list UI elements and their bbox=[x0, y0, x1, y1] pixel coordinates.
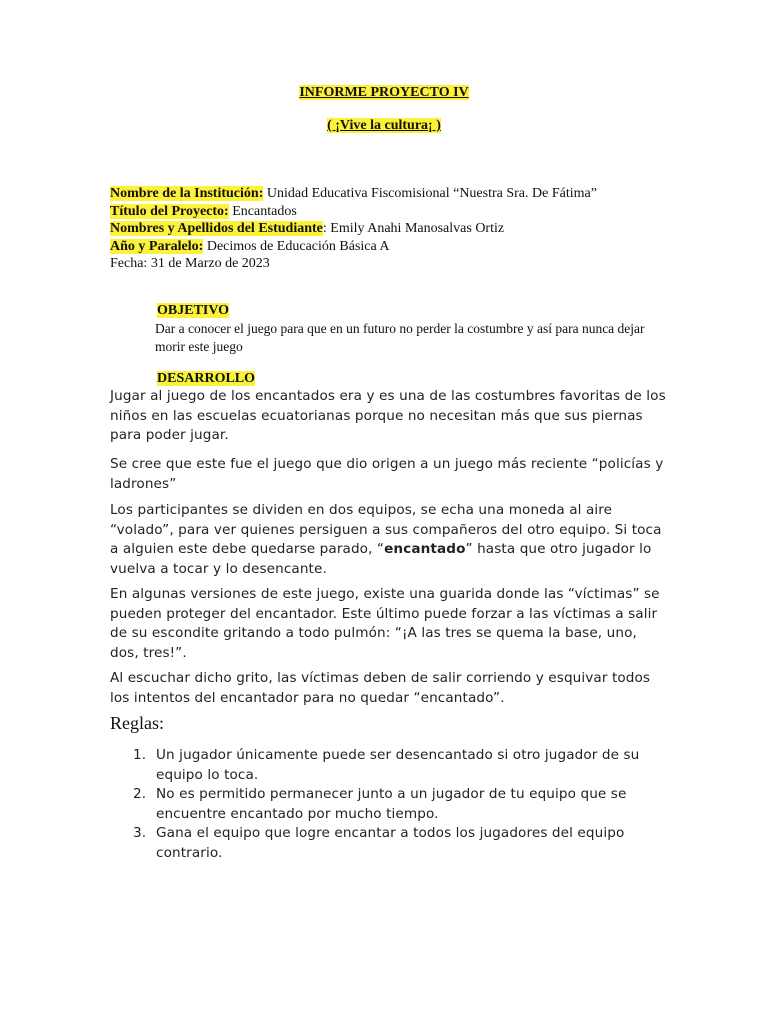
year-value: Decimos de Educación Básica A bbox=[206, 238, 390, 254]
paragraph-4: En algunas versiones de este juego, existe una guarida donde las “víctimas” se pueden proteger del encantador. Este último puede forzar a las víctimas a salir de su escondite gritando a todo pulmón: “¡A las tres se quema la base, uno, dos, tres!”. bbox=[110, 586, 660, 661]
institution-row bbox=[110, 185, 630, 203]
objective-heading-text: OBJETIVO bbox=[157, 303, 230, 318]
paragraph-2: Se cree que este fue el juego que dio origen a un juego más reciente “policías y ladrones” bbox=[110, 456, 664, 492]
paragraph-3-bold: encantado bbox=[384, 541, 466, 557]
rule-text: Un jugador únicamente puede ser desencantado si otro jugador de su equipo lo toca. bbox=[156, 747, 640, 783]
rule-number: 3. bbox=[133, 825, 147, 841]
rule-item bbox=[133, 746, 673, 785]
paragraph-3-start: Los participantes se dividen en dos equipos, se echa una moneda al aire “volado”, para ver quienes persiguen a sus compañeros del otro equipo. Si toca a alguien este debe quedarse parado, “ bbox=[110, 502, 662, 557]
institution-label: Nombre de la Institución: bbox=[110, 186, 264, 201]
rule-text: No es permitido permanecer junto a un jugador de tu equipo que se encuentre encantado por mucho tiempo. bbox=[156, 786, 627, 822]
info-block bbox=[110, 185, 630, 273]
paragraph-1: Jugar al juego de los encantados era y es una de las costumbres favoritas de los niños en las escuelas ecuatorianas porque no necesitan más que sus piernas para poder jugar. bbox=[110, 388, 666, 443]
paragraph-3 bbox=[110, 501, 670, 579]
student-label: Nombres y Apellidos del Estudiante bbox=[110, 221, 323, 236]
year-label: Año y Paralelo: bbox=[110, 238, 204, 254]
rule-text: Gana el equipo que logre encantar a todos los jugadores del equipo contrario. bbox=[156, 825, 625, 861]
objective-text: Dar a conocer el juego para que en un futuro no perder la costumbre y así para nunca dejar morir este juego bbox=[155, 321, 645, 354]
student-value: : Emily Anahi Manosalvas Ortiz bbox=[322, 221, 505, 236]
rule-number: 2. bbox=[133, 786, 147, 802]
rules-heading: Reglas: bbox=[110, 713, 164, 733]
rule-item bbox=[133, 785, 673, 824]
development-heading bbox=[157, 371, 255, 387]
project-value: Encantados bbox=[232, 203, 297, 219]
document-subtitle-text: ( ¡Vive la cultura¡ ) bbox=[327, 118, 441, 133]
development-heading-text: DESARROLLO bbox=[157, 371, 256, 386]
document-title bbox=[0, 85, 768, 101]
rules-list bbox=[133, 746, 673, 863]
student-row bbox=[110, 220, 630, 238]
rule-item bbox=[133, 824, 673, 863]
year-row bbox=[110, 238, 630, 256]
date-row: Fecha: 31 de Marzo de 2023 bbox=[110, 256, 270, 271]
paragraph-3-end: ” hasta que otro jugador lo vuelva a tocar y lo desencante. bbox=[110, 541, 652, 577]
rule-number: 1. bbox=[133, 747, 147, 763]
project-row bbox=[110, 203, 630, 221]
institution-value: Unidad Educativa Fiscomisional “Nuestra Sra. De Fátima” bbox=[266, 186, 597, 201]
project-label: Título del Proyecto: bbox=[110, 203, 229, 219]
paragraph-5: Al escuchar dicho grito, las víctimas deben de salir corriendo y esquivar todos los intentos del encantador para no quedar “encantado”. bbox=[110, 670, 651, 706]
objective-heading bbox=[157, 303, 229, 319]
document-subtitle bbox=[0, 118, 768, 134]
document-title-text: INFORME PROYECTO IV bbox=[299, 85, 469, 100]
